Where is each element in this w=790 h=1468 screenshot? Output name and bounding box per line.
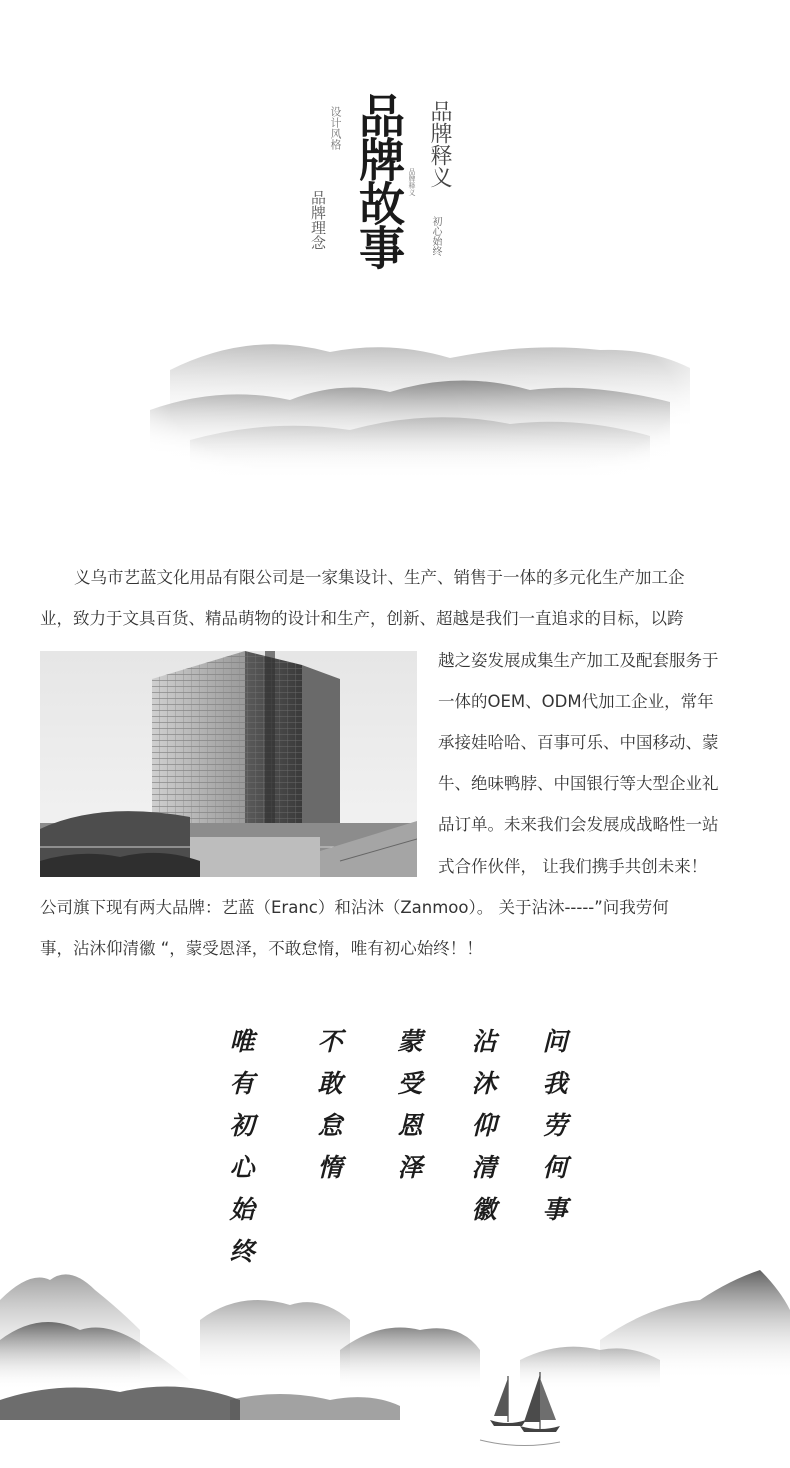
intro-line-1: 义乌市艺蓝文化用品有限公司是一家集设计、生产、销售于一体的多元化生产加工企	[74, 568, 685, 587]
calligraphy-column-4: 不敢怠惰	[314, 1028, 343, 1196]
title-subtitle-right: 品牌释义	[427, 100, 452, 188]
intro-side-line-2: 一体的OEM、ODM代加工企业，常年	[438, 692, 714, 711]
title-subtitle-left: 品牌理念	[309, 190, 327, 250]
ink-mountains-top	[130, 290, 710, 500]
company-building-photo	[40, 651, 417, 877]
intro-last-line: 事，沾沐仰清徽 “，蒙受恩泽，不敢怠惰，唯有初心始终！！	[40, 939, 483, 958]
calligraphy-column-2: 沾沐仰清徽	[468, 1028, 497, 1238]
calligraphy-column-5: 唯有初心始终	[226, 1028, 255, 1280]
page-title: 品牌故事	[352, 92, 406, 268]
title-small-right: 初心始终	[430, 216, 441, 256]
calligraphy-column-1: 问我劳何事	[539, 1028, 568, 1238]
intro-side-line-1: 越之姿发展成集生产加工及配套服务于	[438, 651, 719, 670]
calligraphy-column-3: 蒙受恩泽	[394, 1028, 423, 1196]
ink-landscape-bottom	[0, 1260, 790, 1468]
intro-side-line-6: 式合作伙伴， 让我们携手共创未来！	[438, 857, 708, 876]
title-small-left: 设计风格	[329, 106, 342, 150]
intro-line-2: 业，致力于文具百货、精品萌物的设计和生产，创新、超越是我们一直追求的目标，以跨	[40, 609, 684, 628]
intro-side-line-3: 承接娃哈哈、百事可乐、中国移动、蒙	[438, 733, 719, 752]
intro-brand-line: 公司旗下现有两大品牌：艺蓝（Eranc）和沾沐（Zanmoo）。 关于沾沐-----”问我劳何	[40, 898, 669, 917]
title-tiny: 品牌释义	[408, 168, 416, 196]
intro-side-line-4: 牛、绝味鸭脖、中国银行等大型企业礼	[438, 774, 719, 793]
intro-side-line-5: 品订单。未来我们会发展成战略性一站	[438, 815, 719, 834]
